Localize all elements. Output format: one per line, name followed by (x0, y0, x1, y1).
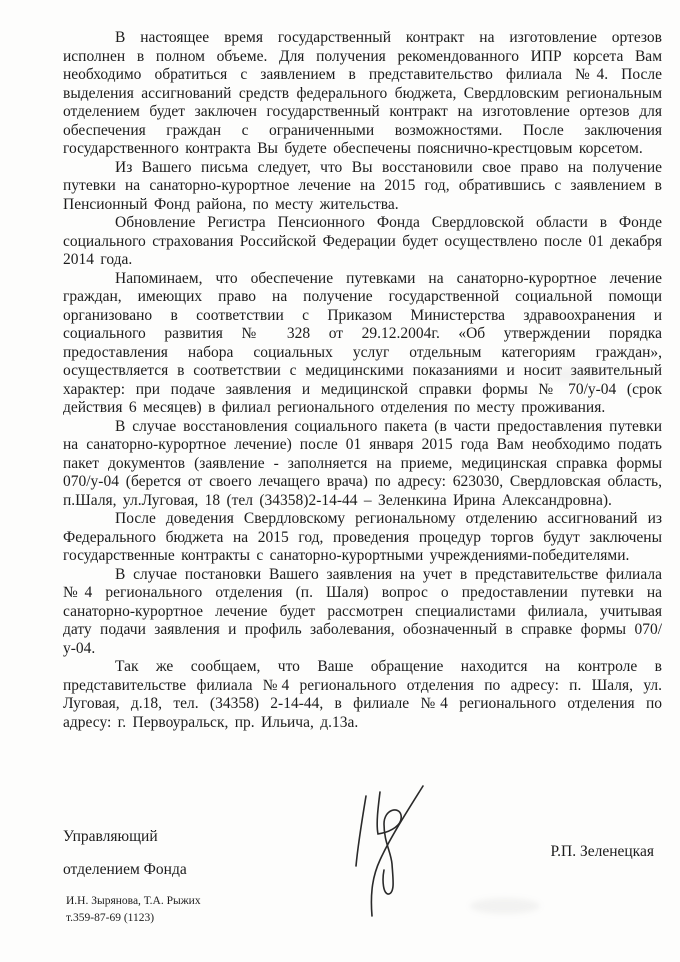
handwritten-signature-icon (328, 782, 438, 920)
signer-title (63, 820, 187, 886)
paragraph-register-update: Обновление Регистра Пенсионного Фонда Свердловской области в Фонде социального страхования Российской Федерации будет осуществлено после 01 декабря 2014 года. (63, 214, 662, 268)
scan-smudge (540, 368, 600, 382)
signer-name: Р.П. Зеленецкая (550, 843, 654, 860)
paragraph-control-note: Так же сообщаем, что Ваше обращение находится на контроле в представительстве филиала №4 регионального отделения по адресу: п. Шаля, ул. Луговая, д.18, тел. (34358) 2-14-44, в филиале №4 регионального отделения по адресу: г. Первоуральск, пр. Ильича, д.13а. (63, 658, 662, 731)
executor-phone: т.359-87-69 (1123) (66, 912, 155, 924)
signer-title-line2: отделением Фонда (63, 861, 187, 878)
paragraph-social-package-restore: В случае восстановления социального пакета (в части предоставления путевки на санаторно-курортное лечение) после 01 января 2015 года Вам необходимо подать пакет документов (заявление - заполняется на приеме, медицинская справка формы 070/у-04 (берется от своего лечащего врача) по адресу: 623030, Свердловская область, п.Шаля, ул.Луговая, 18 (тел (34358)2-14-44 – Зеленкина Ирина Александровна). (63, 417, 662, 509)
paragraph-budget-2015: После доведения Свердловскому региональному отделению ассигнований из Федерального бюджета на 2015 год, проведения процедур торгов будут заключены государственные контракты с санаторно-курортными учреждениями-победителями. (63, 510, 662, 564)
executor-names: И.Н. Зырянова, Т.А. Рыжих (66, 895, 201, 907)
paragraph-ortez-contract: В настоящее время государственный контракт на изготовление ортезов исполнен в полном объеме. Для получения рекомендованного ИПР корсета Вам необходимо обратиться с заявлением в представительство филиала №4. После выделения ассигнований средств федерального бюджета, Свердловским региональным отделением будет заключен государственный контракт на изготовление ортезов для обеспечения граждан с ограниченными возможностями. После заключения государственного контракта Вы будете обеспечены пояснично-крестцовым корсетом. (63, 29, 662, 157)
signer-title-line1: Управляющий (63, 828, 158, 845)
paragraph-letter-follows: Из Вашего письма следует, что Вы восстановили свое право на получение путевки на санаторно-курортное лечение на 2015 год, обратившись с заявлением в Пенсионный Фонд района, по месту жительства. (63, 158, 662, 213)
paragraph-application-registration: В случае постановки Вашего заявления на учет в представительстве филиала №4 регионального отделения (п. Шаля) вопрос о предоставлении путевки на санаторно-курортное лечение будет рассмотрен специалистами филиала, учитывая дату подачи заявления и профиль заболевания, обозначенный в справке формы 070/у-04. (63, 565, 662, 657)
paragraph-reminder-order-328: Напоминаем, что обеспечение путевками на санаторно-курортное лечение граждан, имеющих право на получение государственной социальной помощи организовано в соответствии с Приказом Министерства здравоохранения и социального развития № 328 от 29.12.2004г. «Об утверждении порядка предоставления набора социальных услуг отдельным категориям граждан», осуществляется в соответствии с медицинскими показаниями и носит заявительный характер: при подаче заявления и медицинской справки формы № 70/у-04 (срок действия 6 месяцев) в филиал регионального отделения по месту проживания. (63, 269, 662, 416)
executor-note (66, 893, 201, 927)
scan-smudge (470, 898, 540, 914)
